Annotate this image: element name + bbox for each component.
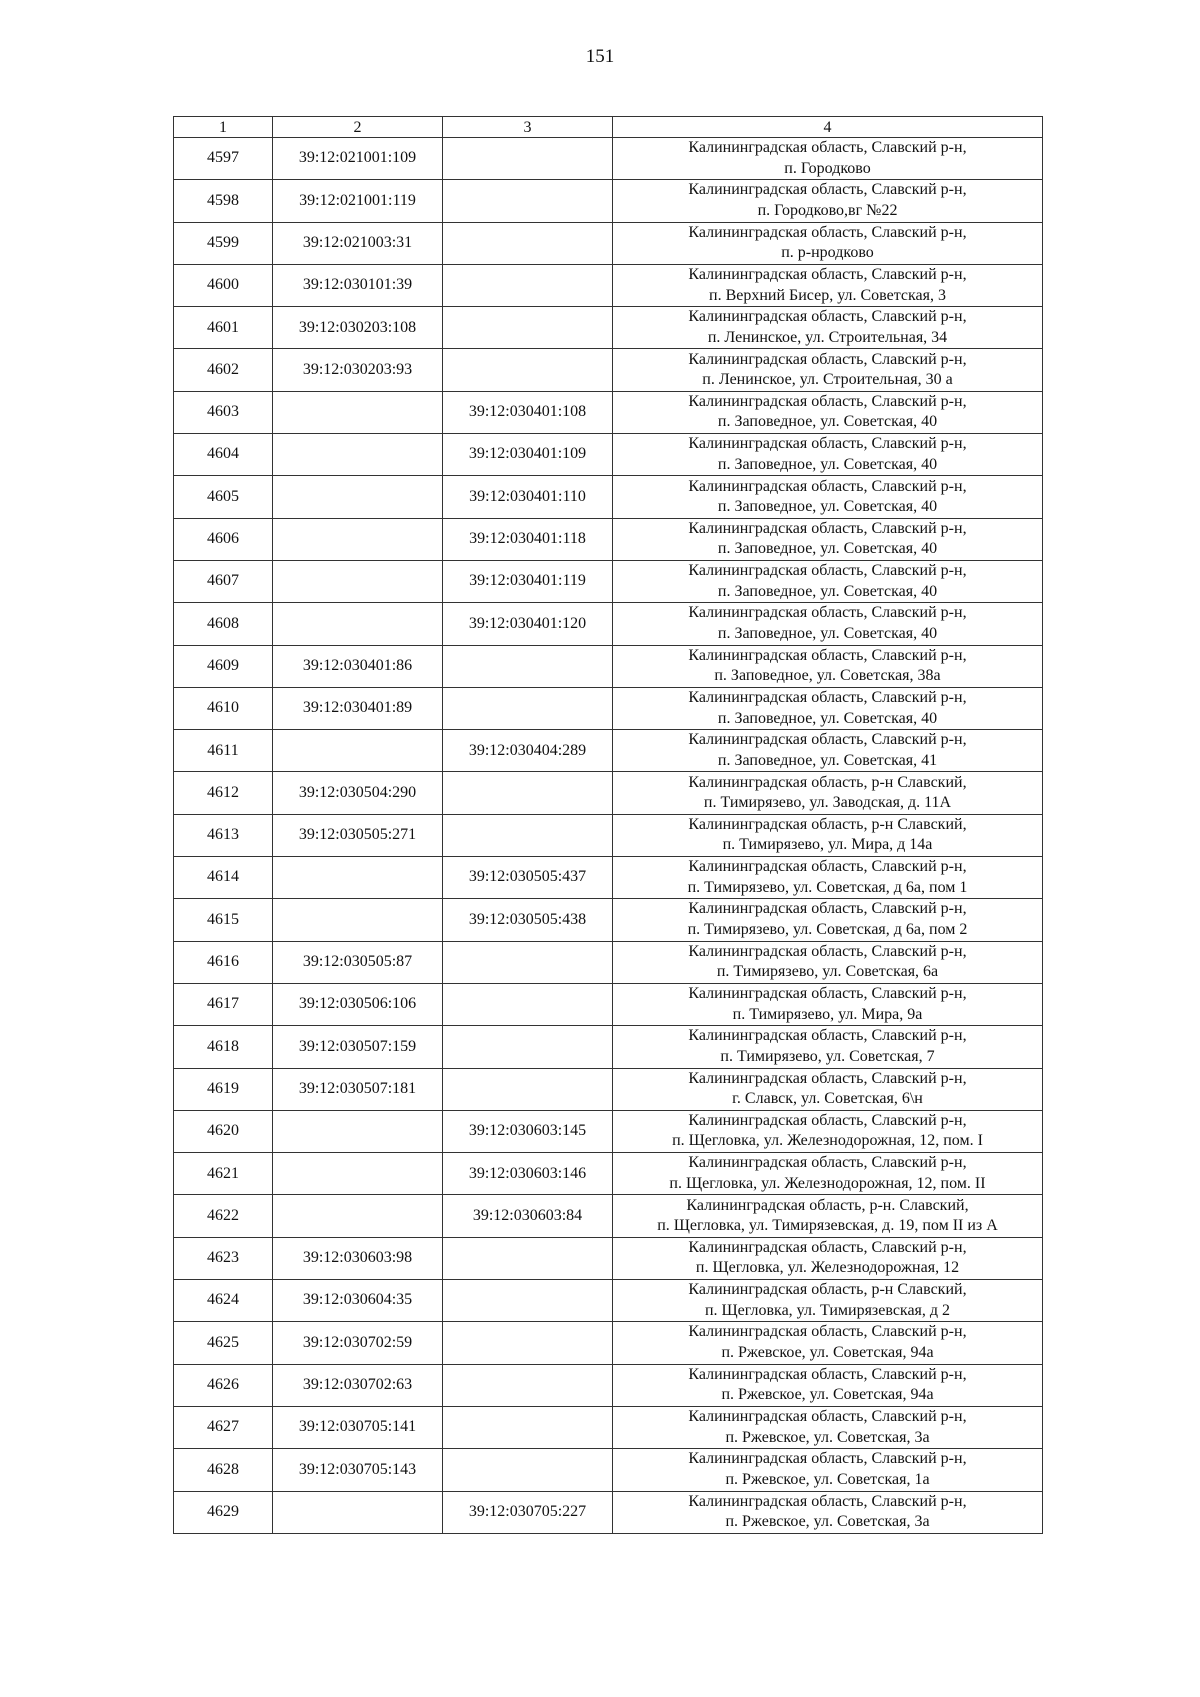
address-cell (613, 560, 1043, 602)
address-line-2: п. Заповедное, ул. Советская, 40 (717, 455, 938, 473)
address-cell (613, 730, 1043, 772)
table-row (174, 222, 1043, 264)
row-number: 4620 (174, 1110, 273, 1152)
cadastral-number-col3 (443, 307, 613, 349)
address-cell (613, 476, 1043, 518)
table-row (174, 264, 1043, 306)
address-line-2: п. Щегловка, ул. Тимирязевская, д 2 (704, 1301, 951, 1319)
address-cell (613, 687, 1043, 729)
row-number: 4624 (174, 1280, 273, 1322)
row-number: 4604 (174, 434, 273, 476)
cadastral-number-col3: 39:12:030603:145 (443, 1110, 613, 1152)
address-line-1: Калининградская область, Славский р-н, (688, 435, 967, 453)
cadastral-number-col3: 39:12:030401:119 (443, 560, 613, 602)
address-line-1: Калининградская область, Славский р-н, (688, 266, 967, 284)
address-line-2: п. Ржевское, ул. Советская, 3а (725, 1428, 930, 1446)
address-line-2: п. Городково,вг №22 (757, 201, 898, 219)
page-number: 151 (585, 46, 615, 67)
table-row (174, 899, 1043, 941)
cadastral-number-col2: 39:12:030505:271 (273, 814, 443, 856)
address-cell (613, 264, 1043, 306)
row-number: 4623 (174, 1237, 273, 1279)
address-cell (613, 138, 1043, 180)
row-number: 4601 (174, 307, 273, 349)
address-line-2: п. Щегловка, ул. Железнодорожная, 12, пом. I (672, 1132, 983, 1150)
address-line-1: Калининградская область, Славский р-н, (688, 562, 967, 580)
address-cell (613, 1491, 1043, 1533)
header-col-2: 2 (273, 117, 443, 138)
address-line-1: Калининградская область, Славский р-н, (688, 1408, 967, 1426)
address-cell (613, 518, 1043, 560)
address-cell (613, 941, 1043, 983)
address-cell (613, 391, 1043, 433)
cadastral-number-col2: 39:12:021003:31 (273, 222, 443, 264)
address-line-2: п. Тимирязево, ул. Советская, 6а (716, 963, 939, 981)
table-row (174, 772, 1043, 814)
row-number: 4599 (174, 222, 273, 264)
cadastral-number-col3 (443, 1322, 613, 1364)
row-number: 4629 (174, 1491, 273, 1533)
address-line-2: п. Заповедное, ул. Советская, 40 (717, 709, 938, 727)
cadastral-number-col3: 39:12:030401:110 (443, 476, 613, 518)
row-number: 4607 (174, 560, 273, 602)
address-line-2: п. Щегловка, ул. Железнодорожная, 12 (695, 1259, 960, 1277)
address-cell (613, 1110, 1043, 1152)
cadastral-number-col2: 39:12:030101:39 (273, 264, 443, 306)
header-col-3: 3 (443, 117, 613, 138)
address-cell (613, 603, 1043, 645)
cadastral-number-col2: 39:12:030401:86 (273, 645, 443, 687)
cadastral-number-col3: 39:12:030505:437 (443, 857, 613, 899)
cadastral-number-col2 (273, 899, 443, 941)
address-line-1: Калининградская область, Славский р-н, (688, 1154, 967, 1172)
address-cell (613, 645, 1043, 687)
address-cell (613, 307, 1043, 349)
cadastral-number-col3: 39:12:030401:120 (443, 603, 613, 645)
cadastral-number-col2: 39:12:030401:89 (273, 687, 443, 729)
table-row (174, 857, 1043, 899)
table-row (174, 941, 1043, 983)
address-line-2: п. Ржевское, ул. Советская, 94а (721, 1343, 934, 1361)
address-line-1: Калининградская область, Славский р-н, (688, 1492, 967, 1510)
cadastral-number-col2: 39:12:030507:181 (273, 1068, 443, 1110)
address-line-1: Калининградская область, Славский р-н, (688, 1238, 967, 1256)
row-number: 4626 (174, 1364, 273, 1406)
address-line-2: п. Тимирязево, ул. Заводская, д. 11А (703, 794, 952, 812)
row-number: 4600 (174, 264, 273, 306)
cadastral-number-col2 (273, 857, 443, 899)
cadastral-number-col3: 39:12:030603:146 (443, 1153, 613, 1195)
table-row (174, 518, 1043, 560)
address-cell (613, 222, 1043, 264)
address-cell (613, 814, 1043, 856)
cadastral-number-col3: 39:12:030603:84 (443, 1195, 613, 1237)
cadastral-number-col2: 39:12:030603:98 (273, 1237, 443, 1279)
cadastral-number-col2: 39:12:030203:93 (273, 349, 443, 391)
address-line-2: п. Заповедное, ул. Советская, 40 (717, 582, 938, 600)
address-line-1: Калининградская область, Славский р-н, (688, 689, 967, 706)
cadastral-number-col2: 39:12:030702:63 (273, 1364, 443, 1406)
header-col-4: 4 (613, 117, 1043, 138)
address-line-1: Калининградская область, Славский р-н, (688, 1450, 967, 1468)
address-cell (613, 772, 1043, 814)
address-line-2: п. Заповедное, ул. Советская, 40 (717, 498, 938, 516)
address-line-1: Калининградская область, Славский р-н, (688, 308, 967, 326)
address-line-1: Калининградская область, р-н Славский, (688, 773, 967, 791)
cadastral-number-col3 (443, 687, 613, 729)
table-row (174, 560, 1043, 602)
table-row (174, 1026, 1043, 1068)
address-line-1: Калининградская область, р-н Славский, (688, 1281, 967, 1299)
address-line-2: п. Тимирязево, ул. Советская, д 6а, пом 2 (687, 920, 968, 938)
cadastral-number-col3 (443, 814, 613, 856)
table-row (174, 730, 1043, 772)
row-number: 4621 (174, 1153, 273, 1195)
table-row (174, 1153, 1043, 1195)
address-line-2: п. Заповедное, ул. Советская, 40 (717, 413, 938, 431)
cadastral-number-col3: 39:12:030404:289 (443, 730, 613, 772)
table-row (174, 434, 1043, 476)
address-line-2: п. Тимирязево, ул. Советская, д 6а, пом 1 (687, 878, 968, 896)
cadastral-number-col3: 39:12:030505:438 (443, 899, 613, 941)
cadastral-number-col3 (443, 1364, 613, 1406)
table-row (174, 603, 1043, 645)
row-number: 4622 (174, 1195, 273, 1237)
cadastral-number-col3 (443, 138, 613, 180)
row-number: 4612 (174, 772, 273, 814)
address-cell (613, 1237, 1043, 1279)
cadastral-number-col3 (443, 349, 613, 391)
address-line-1: Калининградская область, Славский р-н, (688, 223, 967, 241)
address-cell (613, 1364, 1043, 1406)
address-line-1: Калининградская область, р-н Славский, (688, 815, 967, 833)
cadastral-number-col2: 39:12:030702:59 (273, 1322, 443, 1364)
cadastral-number-col2 (273, 391, 443, 433)
cadastral-number-col2 (273, 476, 443, 518)
row-number: 4597 (174, 138, 273, 180)
address-cell (613, 983, 1043, 1025)
table-body (174, 138, 1043, 1534)
cadastral-number-col3 (443, 264, 613, 306)
table-row (174, 1406, 1043, 1448)
row-number: 4616 (174, 941, 273, 983)
table-row (174, 1237, 1043, 1279)
row-number: 4602 (174, 349, 273, 391)
table-row (174, 138, 1043, 180)
cadastral-number-col3 (443, 1068, 613, 1110)
cadastral-number-col2: 39:12:030506:106 (273, 983, 443, 1025)
row-number: 4609 (174, 645, 273, 687)
address-line-2: п. Ржевское, ул. Советская, 94а (721, 1386, 934, 1404)
address-line-2: п. Тимирязево, ул. Мира, 9а (732, 1005, 923, 1023)
address-line-1: Калининградская область, Славский р-н, (688, 392, 967, 410)
row-number: 4603 (174, 391, 273, 433)
row-number: 4598 (174, 180, 273, 222)
address-cell (613, 1449, 1043, 1491)
table-row (174, 814, 1043, 856)
cadastral-number-col2 (273, 1110, 443, 1152)
row-number: 4627 (174, 1406, 273, 1448)
address-line-1: Калининградская область, Славский р-н, (688, 1323, 967, 1341)
address-cell (613, 899, 1043, 941)
cadastral-number-col2: 39:12:030507:159 (273, 1026, 443, 1068)
address-line-1: Калининградская область, Славский р-н, (688, 477, 967, 495)
cadastral-number-col3: 39:12:030401:118 (443, 518, 613, 560)
table-row (174, 983, 1043, 1025)
cadastral-number-col2: 39:12:030505:87 (273, 941, 443, 983)
row-number: 4611 (174, 730, 273, 772)
header-row (174, 117, 1043, 138)
address-line-1: Калининградская область, Славский р-н, (688, 900, 967, 918)
cadastral-number-col2 (273, 1195, 443, 1237)
cadastral-number-col2 (273, 603, 443, 645)
address-cell (613, 1406, 1043, 1448)
address-line-2: п. Верхний Бисер, ул. Советская, 3 (709, 286, 946, 304)
address-cell (613, 1068, 1043, 1110)
address-line-2: п. Заповедное, ул. Советская, 38а (714, 667, 941, 685)
table-row (174, 1491, 1043, 1533)
cadastral-number-col3 (443, 772, 613, 814)
address-cell (613, 1026, 1043, 1068)
address-line-1: Калининградская область, Славский р-н, (688, 1069, 967, 1087)
row-number: 4606 (174, 518, 273, 560)
row-number: 4613 (174, 814, 273, 856)
table-row (174, 1449, 1043, 1491)
row-number: 4619 (174, 1068, 273, 1110)
address-line-1: Калининградская область, Славский р-н, (688, 350, 967, 368)
address-line-1: Калининградская область, Славский р-н, (688, 985, 967, 1003)
cadastral-number-col3: 39:12:030401:109 (443, 434, 613, 476)
address-line-2: п. Тимирязево, ул. Советская, 7 (720, 1047, 935, 1065)
cadastral-number-col3 (443, 941, 613, 983)
address-cell (613, 857, 1043, 899)
address-line-2: п. Заповедное, ул. Советская, 40 (717, 624, 938, 642)
table-row (174, 1068, 1043, 1110)
address-cell (613, 180, 1043, 222)
cadastral-number-col3: 39:12:030705:227 (443, 1491, 613, 1533)
table-header (174, 117, 1043, 138)
address-cell (613, 349, 1043, 391)
row-number: 4618 (174, 1026, 273, 1068)
cadastral-number-col3 (443, 983, 613, 1025)
cadastral-number-col2: 39:12:030203:108 (273, 307, 443, 349)
address-line-2: п. Заповедное, ул. Советская, 40 (717, 540, 938, 558)
address-line-2: п. Ржевское, ул. Советская, 1а (725, 1470, 930, 1488)
address-line-2: п. Щегловка, ул. Тимирязевская, д. 19, пом II из А (657, 1217, 998, 1235)
address-line-2: п. Заповедное, ул. Советская, 41 (717, 751, 938, 769)
address-line-2: п. р-нродково (781, 244, 874, 262)
table-row (174, 349, 1043, 391)
address-cell (613, 1322, 1043, 1364)
address-line-1: Калининградская область, Славский р-н, (688, 1027, 967, 1045)
address-line-1: Калининградская область, Славский р-н, (688, 181, 967, 199)
address-line-1: Калининградская область, Славский р-н, (688, 139, 967, 157)
cadastral-number-col3 (443, 1237, 613, 1279)
table-row (174, 1364, 1043, 1406)
address-line-2: г. Славск, ул. Советская, 6\н (732, 1090, 923, 1108)
address-line-1: Калининградская область, Славский р-н, (688, 858, 967, 876)
row-number: 4614 (174, 857, 273, 899)
table-row (174, 180, 1043, 222)
cadastral-number-col3 (443, 1449, 613, 1491)
table-row (174, 307, 1043, 349)
cadastral-number-col3: 39:12:030401:108 (443, 391, 613, 433)
address-line-2: п. Ленинское, ул. Строительная, 34 (707, 328, 948, 346)
cadastral-number-col3 (443, 1406, 613, 1448)
cadastral-number-col2 (273, 434, 443, 476)
table-row (174, 476, 1043, 518)
address-cell (613, 434, 1043, 476)
cadastral-number-col2 (273, 730, 443, 772)
cadastral-number-col3 (443, 1280, 613, 1322)
row-number: 4610 (174, 687, 273, 729)
cadastral-number-col3 (443, 180, 613, 222)
row-number: 4615 (174, 899, 273, 941)
address-line-1: Калининградская область, Славский р-н, (688, 604, 967, 622)
address-line-1: Калининградская область, Славский р-н, (688, 1365, 967, 1383)
address-line-1: Калининградская область, Славский р-н, (688, 1111, 967, 1129)
address-line-1: Калининградская область, Славский р-н, (688, 942, 967, 960)
cadastral-number-col2 (273, 1491, 443, 1533)
row-number: 4625 (174, 1322, 273, 1364)
address-line-2: п. Городково (784, 159, 871, 177)
cadastral-number-col2: 39:12:030604:35 (273, 1280, 443, 1322)
cadastral-number-col3 (443, 1026, 613, 1068)
address-cell (613, 1280, 1043, 1322)
address-line-1: Калининградская область, Славский р-н, (688, 519, 967, 537)
address-line-2: п. Тимирязево, ул. Мира, д 14а (722, 836, 933, 854)
address-cell (613, 1195, 1043, 1237)
table-row (174, 1280, 1043, 1322)
table-row (174, 645, 1043, 687)
address-line-1: Калининградская область, Славский р-н, (688, 731, 967, 749)
row-number: 4608 (174, 603, 273, 645)
cadastral-number-col2: 39:12:030705:143 (273, 1449, 443, 1491)
cadastral-number-col2: 39:12:021001:109 (273, 138, 443, 180)
address-cell (613, 1153, 1043, 1195)
table-row (174, 1110, 1043, 1152)
table-row (174, 1195, 1043, 1237)
property-register-table (173, 116, 1043, 1534)
cadastral-number-col2: 39:12:030705:141 (273, 1406, 443, 1448)
row-number: 4617 (174, 983, 273, 1025)
address-line-2: п. Ржевское, ул. Советская, 3а (725, 1513, 930, 1531)
cadastral-number-col2 (273, 1153, 443, 1195)
address-line-2: п. Ленинское, ул. Строительная, 30 а (702, 371, 953, 389)
address-line-1: Калининградская область, р-н. Славский, (686, 1196, 969, 1214)
header-col-1: 1 (174, 117, 273, 138)
table-row (174, 1322, 1043, 1364)
cadastral-number-col2: 39:12:021001:119 (273, 180, 443, 222)
row-number: 4628 (174, 1449, 273, 1491)
cadastral-number-col2: 39:12:030504:290 (273, 772, 443, 814)
table-row (174, 687, 1043, 729)
cadastral-number-col3 (443, 645, 613, 687)
address-line-2: п. Щегловка, ул. Железнодорожная, 12, пом. II (669, 1174, 986, 1192)
row-number: 4605 (174, 476, 273, 518)
cadastral-number-col2 (273, 560, 443, 602)
cadastral-number-col2 (273, 518, 443, 560)
cadastral-number-col3 (443, 222, 613, 264)
table-row (174, 391, 1043, 433)
address-line-1: Калининградская область, Славский р-н, (688, 646, 967, 664)
